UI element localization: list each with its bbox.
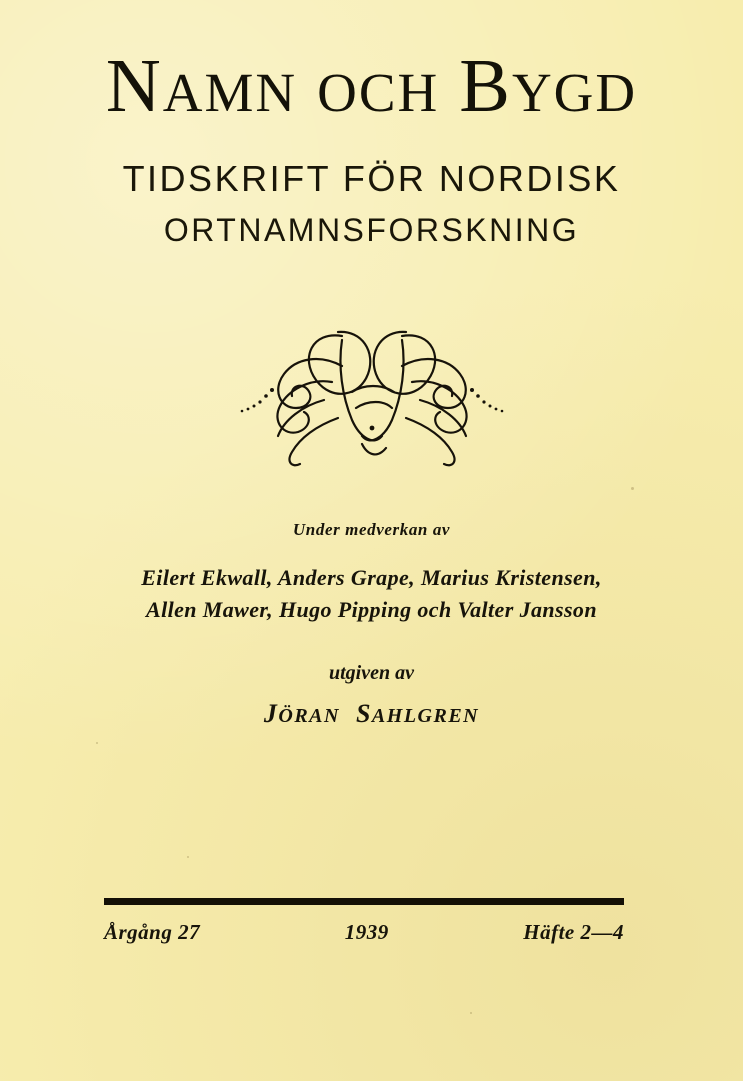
title-word-och: OCH <box>317 62 440 123</box>
horizontal-rule <box>104 898 624 905</box>
subtitle-line-1: TIDSKRIFT FÖR NORDISK <box>122 158 621 199</box>
editor-first-initial: J <box>263 698 279 728</box>
title-word-amn: AMN <box>162 62 298 123</box>
subtitle-line-2: ORTNAMNSFORSKNING <box>163 212 580 248</box>
editor-last-initial: S <box>355 698 372 728</box>
paper-speck <box>96 742 98 744</box>
volume-label: Årgång 27 <box>104 920 201 944</box>
contributors-line-2: Allen Mawer, Hugo Pipping och Valter Jansson <box>146 596 597 622</box>
footer-block <box>104 920 624 945</box>
paper-speck <box>631 487 634 490</box>
title-letter-n: N <box>105 44 163 128</box>
contributors-line-1: Eilert Ekwall, Anders Grape, Marius Kristensen, <box>141 565 602 590</box>
editor-first-rest: ÖRAN <box>278 704 340 727</box>
paper-speck <box>187 856 189 858</box>
title-block <box>0 44 743 249</box>
credits-lead-label: Under medverkan av <box>292 520 451 539</box>
editor-name <box>0 699 743 729</box>
year-label: 1939 <box>344 920 389 944</box>
contributors <box>0 562 743 626</box>
paper-speck <box>470 1012 472 1014</box>
title-word-ygd: YGD <box>511 62 638 123</box>
credits-block <box>0 520 743 729</box>
page-title <box>0 44 743 128</box>
title-letter-b: B <box>459 44 512 128</box>
editor-last-rest: AHLGREN <box>371 704 480 727</box>
published-by-label: utgiven av <box>329 661 414 684</box>
issue-label: Häfte 2—4 <box>523 920 624 944</box>
decorative-flourish-icon <box>192 296 552 476</box>
